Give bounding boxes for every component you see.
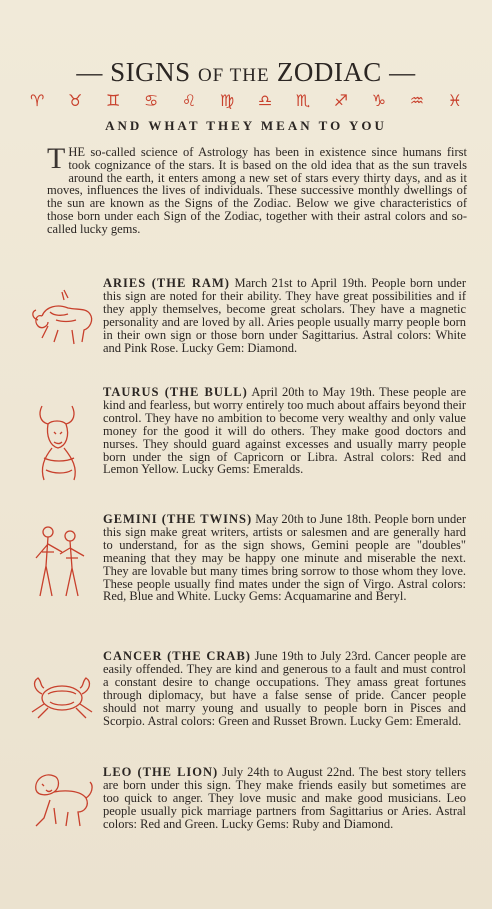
sign-name: CANCER (THE CRAB) xyxy=(103,649,251,663)
sign-entry-leo xyxy=(103,766,466,831)
cancer-glyph-icon: ♋ xyxy=(143,91,159,110)
sign-text: April 20th to May 19th. These people are kind and fearless, but worry entirely too much about affairs beyond their control. They have no ambition to become very wealthy and only value money for the good it will do others. They make good doctors and nurses. They should guard against excesses and usually marry people born under the sign of Capricorn or Libra. Astral colors: Red and Lemon Yellow. Lucky Gems: Emeralds. xyxy=(103,385,466,477)
sign-name: LEO (THE LION) xyxy=(103,765,219,779)
sign-text: March 21st to April 19th. People born under this sign are noted for their ability. They have great possibilities and if they apply themselves, become great scholars. They have a magnetic personality and are loved by all. Aries people usually marry people born in their own sign or those born under Sagittarius. Astral colors: White and Pink Rose. Lucky Gem: Diamond. xyxy=(103,276,466,355)
sign-entry-taurus xyxy=(103,386,466,476)
intro-paragraph xyxy=(47,142,467,236)
subtitle: AND WHAT THEY MEAN TO YOU xyxy=(105,118,387,133)
ram-illustration-icon xyxy=(28,286,100,354)
capricorn-glyph-icon: ♑ xyxy=(371,91,387,110)
sign-name: ARIES (THE RAM) xyxy=(103,276,230,290)
sign-entry-aries xyxy=(103,277,466,354)
sagittarius-glyph-icon: ♐ xyxy=(333,91,349,110)
aquarius-glyph-icon: ♒ xyxy=(409,91,425,110)
title-signs: SIGNS xyxy=(110,57,191,87)
taurus-glyph-icon: ♉ xyxy=(67,91,83,110)
zodiac-glyph-row xyxy=(30,92,462,110)
aries-glyph-icon: ♈ xyxy=(30,91,45,110)
title-zodiac: ZODIAC xyxy=(276,57,382,87)
crab-illustration-icon xyxy=(26,672,98,720)
sign-entry-cancer xyxy=(103,650,466,727)
bull-illustration-icon xyxy=(22,396,94,488)
sign-name: GEMINI (THE TWINS) xyxy=(103,512,253,526)
sign-entry-gemini xyxy=(103,513,466,603)
sign-text: July 24th to August 22nd. The best story tellers are born under this sign. They make friends easily but sometimes are too quick to anger. They love music and make good musicians. Leo people usually pick marriage partners from Sagittarius or Aries. Astral colors: Red and Green. Lucky Gems: Ruby and Diamond. xyxy=(103,765,466,831)
scorpio-glyph-icon: ♏ xyxy=(295,91,311,110)
twins-illustration-icon xyxy=(26,522,96,602)
drop-cap: T xyxy=(47,142,66,175)
title-dash-right: — xyxy=(389,58,416,87)
libra-glyph-icon: ♎ xyxy=(257,91,273,110)
sign-name: TAURUS (THE BULL) xyxy=(103,385,248,399)
title-of-the: OF THE xyxy=(197,65,270,86)
pisces-glyph-icon: ♓ xyxy=(447,91,462,110)
leo-glyph-icon: ♌ xyxy=(181,91,197,110)
title-dash-left: — xyxy=(76,58,103,87)
lion-illustration-icon xyxy=(24,768,98,834)
page-title xyxy=(0,56,492,92)
gemini-glyph-icon: ♊ xyxy=(105,91,121,110)
sign-text: May 20th to June 18th. People born under this sign make great writers, artists or salesmen and are generally hard to understand, for as the sign shows, Gemini people are "doubles" meaning that they may be happy one minute and miserable the next. They are lovable but many times bring sorrow to those whom they love. These people usually find mates under the sign of Virgo. Astral colors: Red, Blue and White. Lucky Gems: Acquamarine and Beryl. xyxy=(103,512,467,604)
virgo-glyph-icon: ♍ xyxy=(219,91,235,110)
intro-text: HE so-called science of Astrology has been in existence since humans first took cognizance of the stars. It is based on the old idea that as the sun travels around the earth, it enters among a new set of stars every thirty days, and as it moves, influences the lives of individuals. These successive monthly dwellings of the sun are known as the Signs of the Zodiac. Below we give characteristics of those born under each Sign of the Zodiac, together with their astral colors and so-called lucky gems. xyxy=(47,145,467,236)
sign-text: June 19th to July 23rd. Cancer people are easily offended. They are kind and generous to a fault and must control a constant desire to change occupations. They amass great fortunes through diplomacy, but have a false sense of pride. Cancer people should not marry young and usually to people born in Pisces and Scorpio. Astral colors: Green and Russet Brown. Lucky Gem: Emerald. xyxy=(103,649,466,728)
